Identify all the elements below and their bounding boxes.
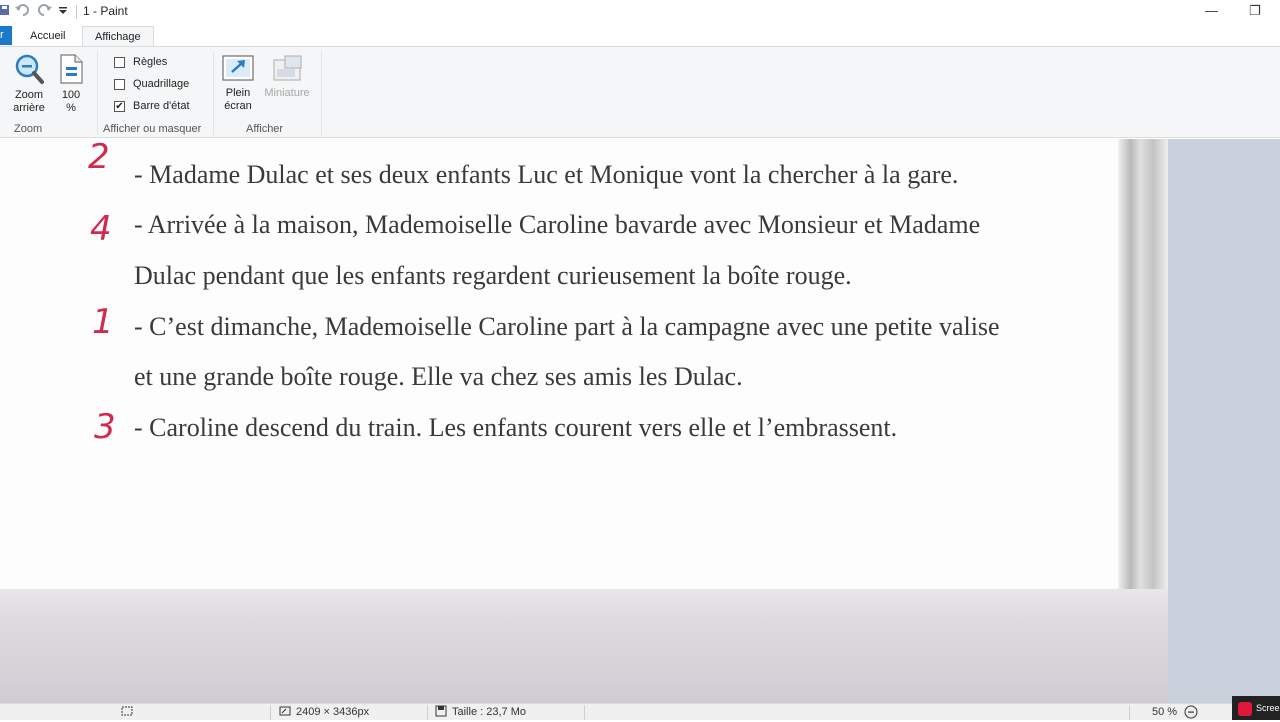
undo-icon[interactable]: [15, 3, 31, 20]
statusbar-separator: [270, 705, 271, 720]
zoom-out-button[interactable]: [10, 53, 48, 115]
handwritten-number: 4: [90, 209, 112, 249]
image-size-icon: [278, 705, 292, 720]
redo-icon[interactable]: [36, 3, 52, 20]
zoom-level: 50 %: [1152, 706, 1178, 718]
group-separator: [213, 51, 214, 135]
page-icon: [57, 53, 85, 85]
group-label-show-hide: Afficher ou masquer: [103, 123, 202, 135]
minimize-button[interactable]: —: [1205, 3, 1218, 18]
file-size: Taille : 23,7 Mo: [452, 706, 526, 718]
handwritten-number: 3: [94, 407, 116, 447]
restore-button[interactable]: ❐: [1249, 3, 1261, 18]
magnifier-icon: [14, 53, 44, 85]
group-separator: [97, 51, 98, 135]
document-line: et une grande boîte rouge. Elle va chez ses amis les Dulac.: [134, 362, 743, 391]
window-title: 1 - Paint: [83, 4, 128, 18]
fullscreen-label-2: écran: [224, 100, 252, 112]
recorder-badge: [1232, 696, 1280, 720]
thumbnail-button[interactable]: [260, 53, 314, 100]
document-line: - Madame Dulac et ses deux enfants Luc et Monique vont la chercher à la gare.: [134, 160, 959, 189]
fullscreen-label-1: Plein: [225, 87, 251, 99]
image-canvas[interactable]: [0, 139, 1168, 703]
rulers-checkbox-box[interactable]: [114, 57, 125, 68]
document-line: Dulac pendant que les enfants regardent curieusement la boîte rouge.: [134, 261, 852, 290]
gridlines-checkbox-box[interactable]: [114, 79, 125, 90]
zoom-100-button[interactable]: [56, 53, 86, 115]
save-icon[interactable]: [0, 3, 9, 20]
disk-icon: [435, 705, 447, 720]
thumbnail-icon: [271, 53, 303, 83]
statusbar-separator: [427, 705, 428, 720]
group-separator: [321, 51, 322, 135]
selection-icon: [120, 705, 134, 720]
document-line: - Caroline descend du train. Les enfants courent vers elle et l’embrassent.: [134, 413, 898, 442]
scan-background: [0, 589, 1168, 703]
document-line: - C’est dimanche, Mademoiselle Caroline part à la campagne avec une petite valise: [134, 312, 1000, 341]
title-bar: [0, 0, 1280, 24]
tab-file[interactable]: r: [0, 26, 12, 45]
handwritten-number: 1: [92, 302, 114, 342]
zoom-100-label-2: %: [66, 102, 76, 114]
gridlines-label: Quadrillage: [133, 78, 190, 90]
ribbon-tabs: [0, 24, 1280, 46]
group-label-display: Afficher: [246, 123, 284, 135]
tab-home[interactable]: Accueil: [30, 30, 66, 42]
statusbar-separator: [584, 705, 585, 720]
recorder-label: Scree: [1256, 703, 1280, 713]
document-line: - Arrivée à la maison, Mademoiselle Caroline bavarde avec Monsieur et Madame: [134, 210, 981, 239]
fullscreen-button[interactable]: [220, 53, 256, 113]
thumbnail-label: Miniature: [264, 87, 310, 99]
statusbar-label: Barre d'état: [133, 100, 190, 112]
zoom-100-label-1: 100: [61, 89, 81, 101]
zoom-out-label-2: arrière: [13, 102, 45, 114]
rulers-label: Règles: [133, 56, 168, 68]
image-dimensions: 2409 × 3436px: [296, 706, 370, 718]
fullscreen-icon: [222, 53, 254, 83]
chevron-down-icon[interactable]: [58, 6, 68, 19]
title-separator: [76, 5, 77, 19]
ribbon: [0, 46, 1280, 138]
handwritten-number: 2: [88, 139, 110, 177]
zoom-out-icon[interactable]: [1184, 705, 1198, 722]
scan-page-edge: [1118, 139, 1168, 589]
recorder-icon: [1238, 702, 1252, 716]
statusbar-separator: [1129, 705, 1130, 720]
status-bar: [0, 703, 1280, 720]
canvas-area[interactable]: [0, 139, 1280, 703]
zoom-out-label-1: Zoom: [14, 89, 44, 101]
group-label-zoom: Zoom: [14, 123, 43, 135]
statusbar-checkbox-box[interactable]: ✔: [115, 101, 124, 112]
tab-view[interactable]: Affichage: [82, 26, 154, 48]
